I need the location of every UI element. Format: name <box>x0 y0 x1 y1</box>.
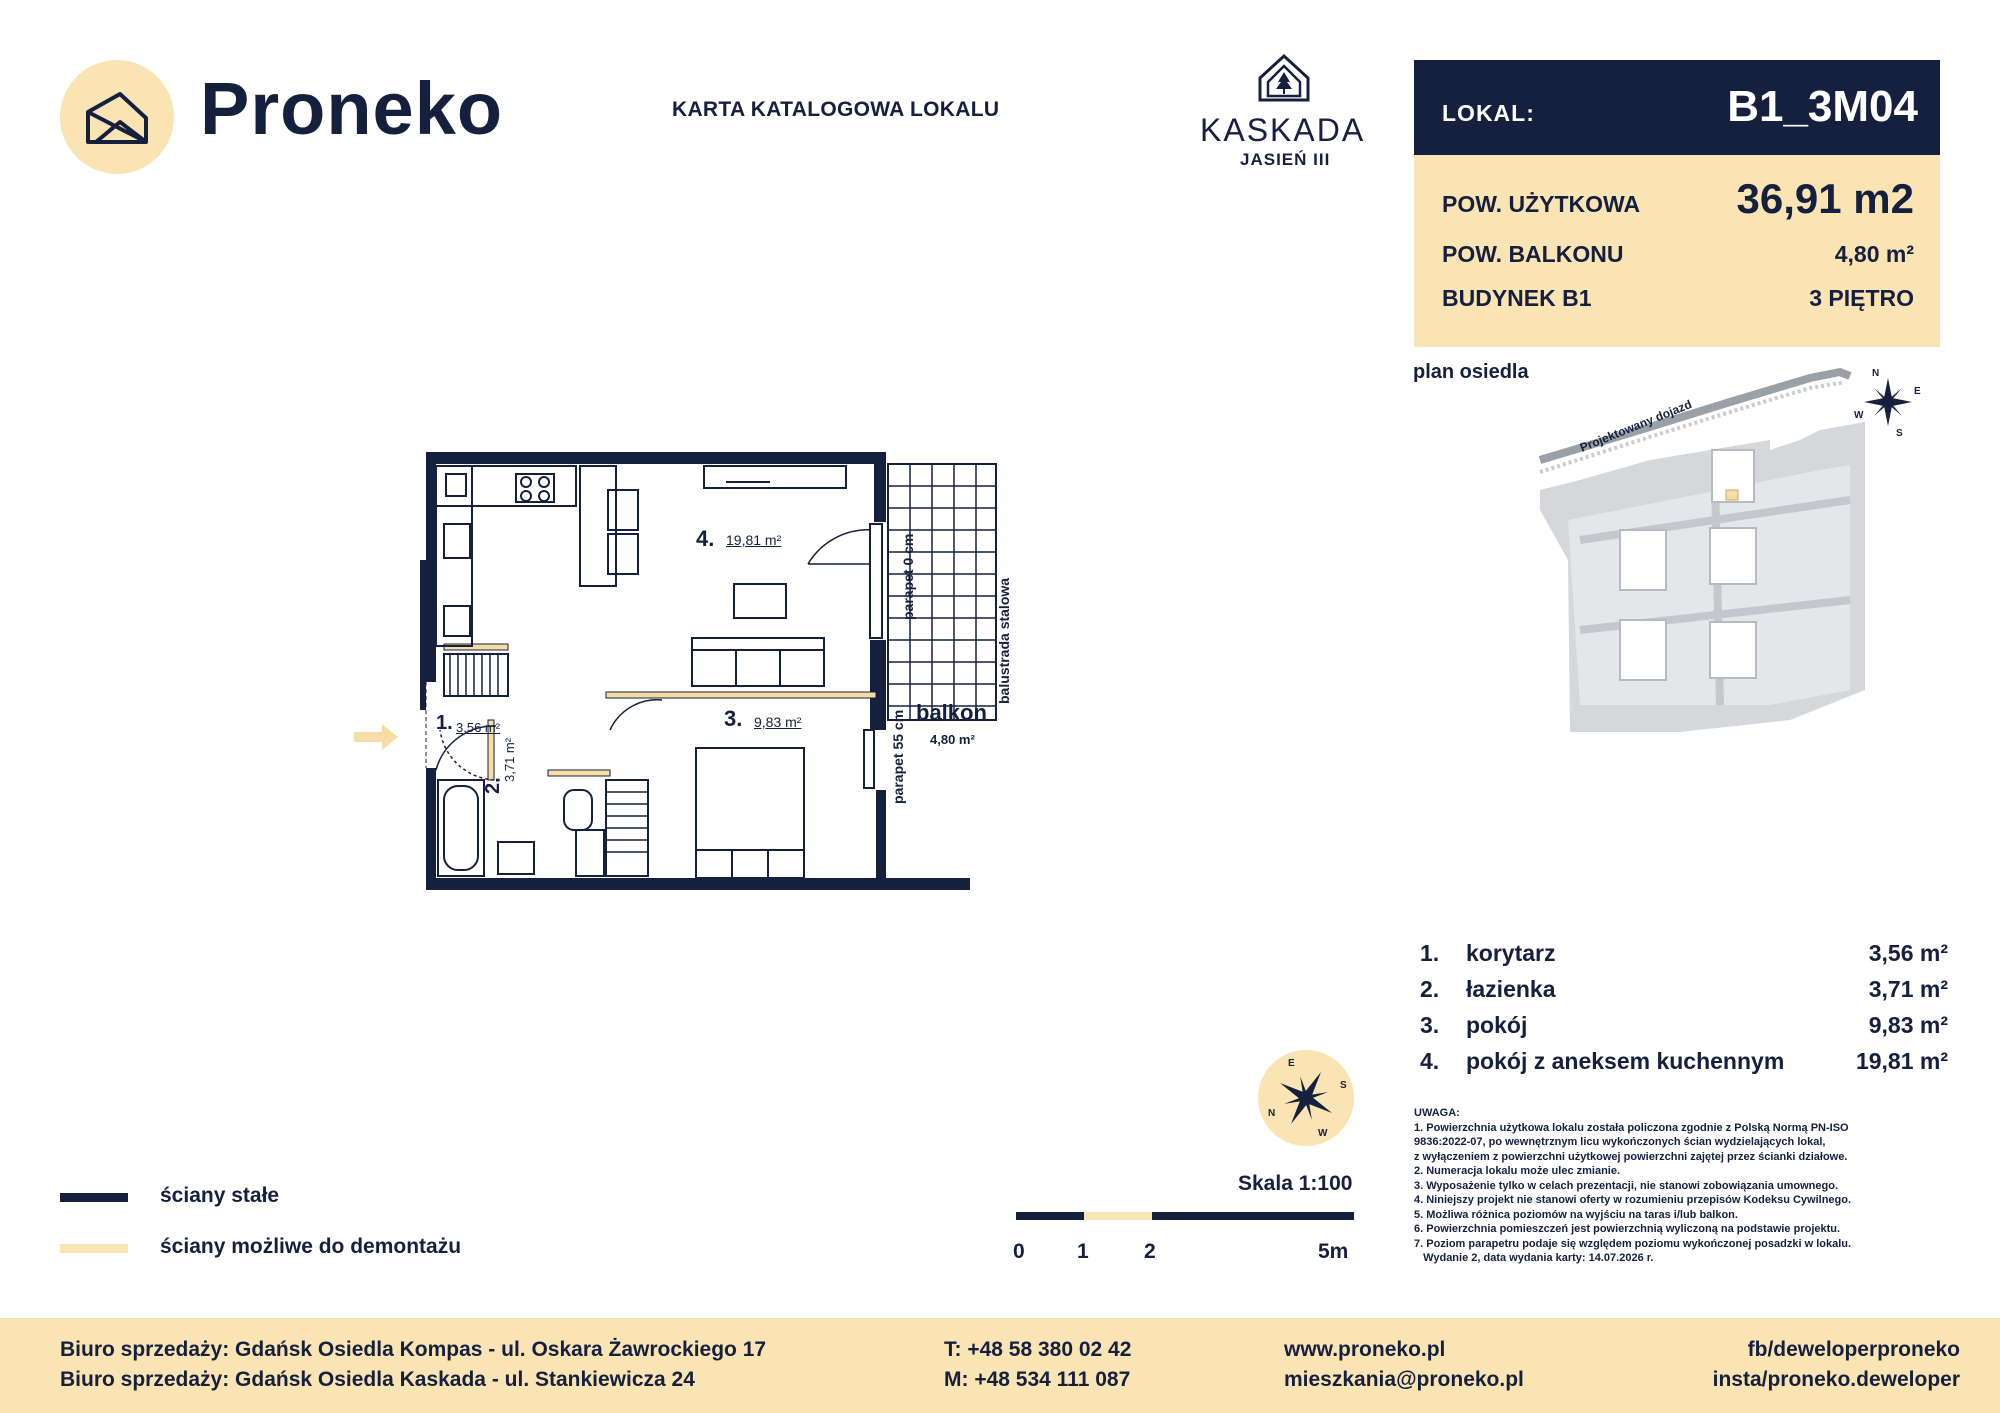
estate-compass-e: E <box>1914 386 1921 397</box>
room-4-area: 19,81 m² <box>726 532 782 548</box>
notes <box>1414 1106 1940 1266</box>
logo-circle <box>60 60 174 174</box>
estate-compass-s: S <box>1896 428 1903 439</box>
parapet-55-label: parapet 55 cm <box>890 709 906 804</box>
scale-mark-1: 1 <box>1077 1240 1089 1263</box>
usable-area-label: POW. UŻYTKOWA <box>1442 191 1641 217</box>
removable-walls-swatch <box>60 1244 128 1253</box>
room-name: korytarz <box>1466 940 1556 966</box>
usable-area-value: 36,91 m2 <box>1736 175 1914 222</box>
note-line: Wydanie 2, data wydania karty: 14.07.2026 r. <box>1414 1252 1654 1264</box>
scale-bar-segment <box>1016 1212 1084 1220</box>
compass-rose-icon <box>1258 1050 1354 1146</box>
usable-area-row <box>1442 175 1914 222</box>
entry-arrow-icon <box>354 724 398 750</box>
note-line: 6. Powierzchnia pomieszczeń jest powierzchnią wyliczoną na podstawie projektu. <box>1414 1223 1841 1235</box>
room-1-number: 1. <box>436 712 453 734</box>
list-item <box>1420 1048 1948 1084</box>
note-line: z wyłączeniem z powierzchni użytkowej powierzchni zajętej przez ścianki działowe. <box>1414 1150 1848 1163</box>
building-row <box>1442 285 1914 312</box>
notes-title: UWAGA: <box>1414 1107 1460 1119</box>
unit-details <box>1414 155 1940 347</box>
note-line: 4. Niniejszy projekt nie stanowi oferty w rozumieniu przepisów Kodeksu Cywilnego. <box>1414 1194 1852 1206</box>
estate-compass-icon <box>1864 378 1912 426</box>
phone-number[interactable]: T: +48 58 380 02 42 <box>944 1338 1132 1361</box>
unit-header <box>1414 60 1940 155</box>
document-title: KARTA KATALOGOWA LOKALU <box>672 98 1000 121</box>
note-line: 3. Wyposażenie tylko w celach prezentacji, nie stanowi zobowiązania umownego. <box>1414 1179 1839 1192</box>
website-link[interactable]: www.proneko.pl <box>1284 1338 1446 1361</box>
facebook-link[interactable]: fb/deweloperproneko <box>1747 1338 1960 1361</box>
floor-plan-drawing <box>340 430 1060 910</box>
kaskada-logo-icon <box>1256 52 1312 104</box>
building-label: BUDYNEK B1 <box>1442 285 1592 311</box>
room-area: 3,71 m² <box>1868 976 1948 1002</box>
floor-value: 3 PIĘTRO <box>1809 285 1914 311</box>
compass-s: S <box>1340 1080 1347 1091</box>
scale-mark-2: 2 <box>1144 1240 1156 1263</box>
removable-walls-label: ściany możliwe do demontażu <box>160 1235 462 1258</box>
scale-mark-5m: 5m <box>1318 1240 1349 1263</box>
scale-title: Skala 1:100 <box>1238 1172 1353 1195</box>
room-area: 3,56 m² <box>1868 940 1948 966</box>
estate-compass-w: W <box>1854 410 1864 421</box>
project-subtitle: JASIEŃ III <box>1240 150 1331 169</box>
balcony-area-value: 4,80 m² <box>1834 241 1914 267</box>
balcony-area-label: POW. BALKONU <box>1442 241 1624 267</box>
compass-w: W <box>1318 1128 1328 1139</box>
room-3-area: 9,83 m² <box>754 714 802 730</box>
instagram-link[interactable]: insta/proneko.deweloper <box>1712 1368 1960 1391</box>
list-item <box>1420 976 1948 1012</box>
estate-plan-map <box>1520 360 1940 740</box>
parapet-0-label: parapet 0 cm <box>900 533 916 620</box>
room-2-area: 3,71 m² <box>502 737 517 782</box>
room-name: pokój <box>1466 1012 1528 1038</box>
room-number: 3. <box>1420 1012 1440 1038</box>
mobile-number[interactable]: M: +48 534 111 087 <box>944 1368 1131 1391</box>
project-name: KASKADA <box>1200 112 1366 148</box>
room-number: 1. <box>1420 940 1440 966</box>
scale-mark-0: 0 <box>1013 1240 1025 1263</box>
email-link[interactable]: mieszkania@proneko.pl <box>1284 1368 1524 1391</box>
scale-bar-segment <box>1084 1212 1152 1220</box>
room-3-number: 3. <box>724 706 743 731</box>
room-number: 4. <box>1420 1048 1440 1074</box>
floor-plan <box>340 430 1060 910</box>
balcony-area-row <box>1442 241 1914 268</box>
balustrade-label: balustrada stalowa <box>996 577 1012 704</box>
road-label: Projektowany dojazd <box>1577 397 1694 455</box>
room-area: 9,83 m² <box>1868 1012 1948 1038</box>
list-item <box>1420 1012 1948 1048</box>
compass-n: N <box>1268 1108 1276 1119</box>
fixed-walls-swatch <box>60 1193 128 1202</box>
room-2-number: 2. <box>482 777 504 794</box>
compass-e: E <box>1288 1058 1295 1069</box>
estate-plan-title: plan osiedla <box>1413 361 1529 383</box>
fixed-walls-label: ściany stałe <box>160 1184 280 1207</box>
unit-code: B1_3M04 <box>1727 82 1918 131</box>
office-address-2: Biuro sprzedaży: Gdańsk Osiedla Kaskada - ul. Stankiewicza 24 <box>60 1368 695 1391</box>
room-1-area: 3,56 m² <box>456 720 501 735</box>
balcony-title: balkon <box>916 700 987 725</box>
office-address-1: Biuro sprzedaży: Gdańsk Osiedla Kompas - ul. Oskara Żawrockiego 17 <box>60 1338 767 1361</box>
unit-label: LOKAL: <box>1442 100 1535 126</box>
brand-name: Proneko <box>200 67 504 150</box>
footer <box>0 1318 2000 1413</box>
estate-compass-n: N <box>1872 368 1880 379</box>
room-name: łazienka <box>1466 976 1556 1002</box>
house-logo-icon <box>60 60 174 174</box>
note-line: 9836:2022-07, po wewnętrznym licu wykończonych ścian wydzielających lokal, <box>1414 1136 1826 1148</box>
room-number: 2. <box>1420 976 1440 1002</box>
plan-compass <box>1258 1050 1354 1146</box>
rooms-list <box>1420 940 1948 1084</box>
note-line: 7. Poziom parapetru podaje się względem poziomu wykończonej posadzki w lokalu. <box>1414 1237 1852 1250</box>
room-area: 19,81 m² <box>1855 1048 1948 1074</box>
note-line: 2. Numeracja lokalu może ulec zmianie. <box>1414 1165 1621 1177</box>
list-item <box>1420 940 1948 976</box>
note-line: 5. Możliwa różnica poziomów na wyjściu na taras i/lub balkon. <box>1414 1208 1738 1221</box>
note-line: 1. Powierzchnia użytkowa lokalu została policzona zgodnie z Polską Normą PN-ISO <box>1414 1121 1849 1134</box>
balcony-area: 4,80 m² <box>930 732 975 747</box>
room-4-number: 4. <box>696 526 715 551</box>
scale-bar-segment <box>1152 1212 1354 1220</box>
room-name: pokój z aneksem kuchennym <box>1466 1048 1785 1074</box>
